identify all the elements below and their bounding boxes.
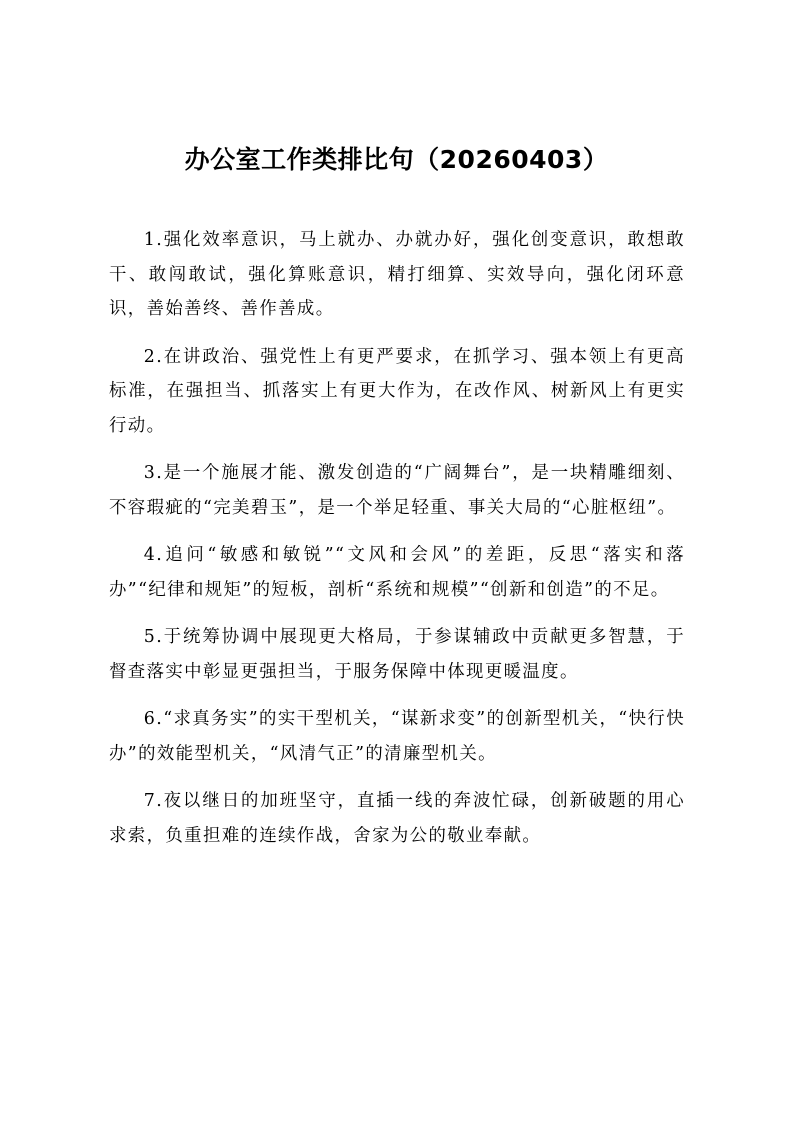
paragraph-3: 3.是一个施展才能、激发创造的“广阔舞台”，是一块精雕细刻、不容瑕疵的“完美碧玉”，是一个举足轻重、事关大局的“心脏枢纽”。 — [109, 463, 685, 518]
paragraph-2: 2.在讲政治、强党性上有更严要求，在抓学习、强本领上有更高标准，在强担当、抓落实上有更大作为，在改作风、树新风上有更实行动。 — [109, 346, 685, 436]
paragraph-7: 7.夜以继日的加班坚守，直插一线的奔波忙碌，创新破题的用心求索，负重担难的连续作战，舍家为公的敬业奉献。 — [109, 791, 685, 846]
document-body — [109, 223, 685, 866]
document-title: 办公室工作类排比句（20260403） — [184, 145, 609, 174]
paragraph-1: 1.强化效率意识，马上就办、办就办好，强化创变意识，敢想敢干、敢闯敢试，强化算账意识，精打细算、实效导向，强化闭环意识，善始善终、善作善成。 — [109, 230, 685, 319]
paragraph-6: 6.“求真务实”的实干型机关，“谋新求变”的创新型机关，“快行快办”的效能型机关，“风清气正”的清廉型机关。 — [109, 709, 685, 764]
paragraph-5: 5.于统筹协调中展现更大格局，于参谋辅政中贡献更多智慧，于督查落实中彰显更强担当，于服务保障中体现更暖温度。 — [109, 627, 685, 682]
paragraph-4: 4.追问“敏感和敏锐”“文风和会风”的差距，反思“落实和落办”“纪律和规矩”的短板，剖析“系统和规模”“创新和创造”的不足。 — [109, 545, 685, 600]
